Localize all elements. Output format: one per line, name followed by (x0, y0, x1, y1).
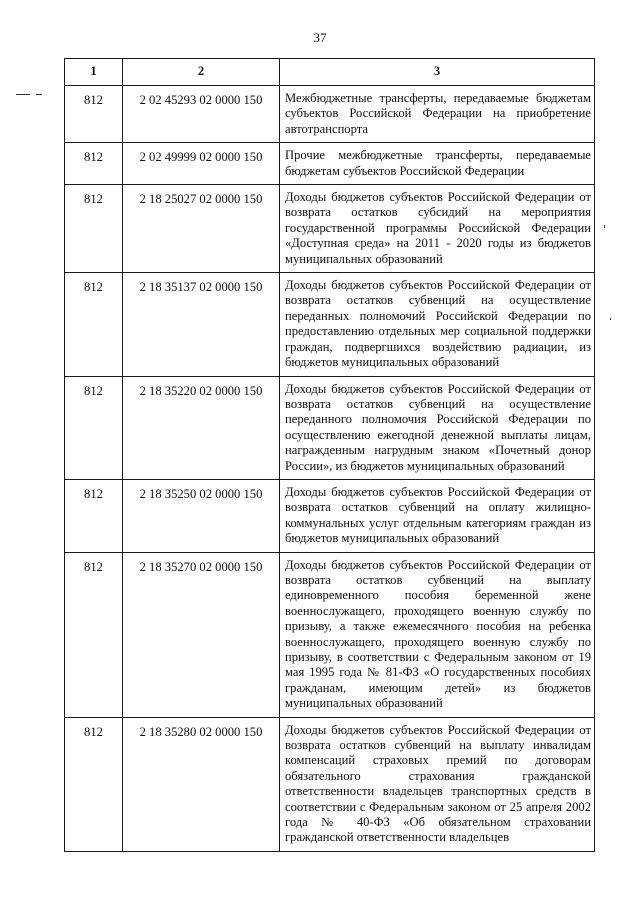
table-row (65, 86, 595, 143)
budget-code-cell: 2 18 35220 02 0000 150 (123, 376, 280, 479)
column-header-2: 2 (123, 59, 280, 86)
scan-mark (604, 225, 605, 228)
table-row (65, 717, 595, 851)
admin-code-cell: 812 (65, 552, 123, 717)
admin-code-cell: 812 (65, 717, 123, 851)
admin-code-cell: 812 (65, 185, 123, 273)
admin-code-cell: 812 (65, 86, 123, 143)
budget-code-cell: 2 18 35137 02 0000 150 (123, 273, 280, 376)
scan-mark (16, 94, 30, 95)
table-header-row (65, 59, 595, 86)
budget-code-cell: 2 02 45293 02 0000 150 (123, 86, 280, 143)
budget-table (64, 58, 595, 852)
budget-code-cell: 2 18 35280 02 0000 150 (123, 717, 280, 851)
budget-code-cell: 2 18 25027 02 0000 150 (123, 185, 280, 273)
scan-mark (36, 94, 42, 95)
description-cell: Доходы бюджетов субъектов Российской Федерации от возврата остатков субвенций на выплату инвалидам компенсаций страховых премий по договорам обязательного страхования гражданской ответственности владельцев транспортных средств в соответствии с Федеральным законом от 25 апреля 2002 года № 40-ФЗ «Об обязательном страховании гражданской ответственности владельцев (280, 717, 595, 851)
description-cell: Прочие межбюджетные трансферты, передаваемые бюджетам субъектов Российской Федерации (280, 143, 595, 185)
table-row (65, 273, 595, 376)
table-row (65, 143, 595, 185)
table-row (65, 376, 595, 479)
description-cell: Межбюджетные трансферты, передаваемые бюджетам субъектов Российской Федерации на приобретение автотранспорта (280, 86, 595, 143)
description-cell: Доходы бюджетов субъектов Российской Федерации от возврата остатков субвенций на оплату жилищно-коммунальных услуг отдельным категориям граждан из бюджетов муниципальных образований (280, 479, 595, 552)
description-cell: Доходы бюджетов субъектов Российской Федерации от возврата остатков субвенций на осуществление переданного полномочия Российской Федерации по осуществлению ежегодной денежной выплаты лицам, награжденным нагрудным знаком «Почетный донор России», из бюджетов муниципальных образований (280, 376, 595, 479)
description-cell: Доходы бюджетов субъектов Российской Федерации от возврата остатков субвенций на выплату единовременного пособия беременной жене военнослужащего, проходящего военную службу по призыву, а также ежемесячного пособия на ребенка военнослужащего, проходящего военную службу по призыву, в соответствии с Федеральным законом от 19 мая 1995 года № 81-ФЗ «О государственных пособиях гражданам, имеющим детей» из бюджетов муниципальных образований (280, 552, 595, 717)
page-number: 37 (313, 30, 327, 45)
table-row (65, 479, 595, 552)
description-cell: Доходы бюджетов субъектов Российской Федерации от возврата остатков субсидий на мероприятия государственной программы Российской Федерации «Доступная среда» на 2011 - 2020 годы из бюджетов муниципальных образований (280, 185, 595, 273)
column-header-1: 1 (65, 59, 123, 86)
column-header-3: 3 (280, 59, 595, 86)
admin-code-cell: 812 (65, 143, 123, 185)
admin-code-cell: 812 (65, 479, 123, 552)
admin-code-cell: 812 (65, 273, 123, 376)
description-cell: Доходы бюджетов субъектов Российской Федерации от возврата остатков субвенций на осуществление переданных полномочий Российской Федерации по предоставлению отдельных мер социальной поддержки граждан, подвергшихся воздействию радиации, из бюджетов муниципальных образований (280, 273, 595, 376)
budget-code-cell: 2 02 49999 02 0000 150 (123, 143, 280, 185)
budget-code-cell: 2 18 35270 02 0000 150 (123, 552, 280, 717)
admin-code-cell: 812 (65, 376, 123, 479)
scan-mark (610, 318, 611, 320)
budget-code-cell: 2 18 35250 02 0000 150 (123, 479, 280, 552)
table-row (65, 552, 595, 717)
table-row (65, 185, 595, 273)
